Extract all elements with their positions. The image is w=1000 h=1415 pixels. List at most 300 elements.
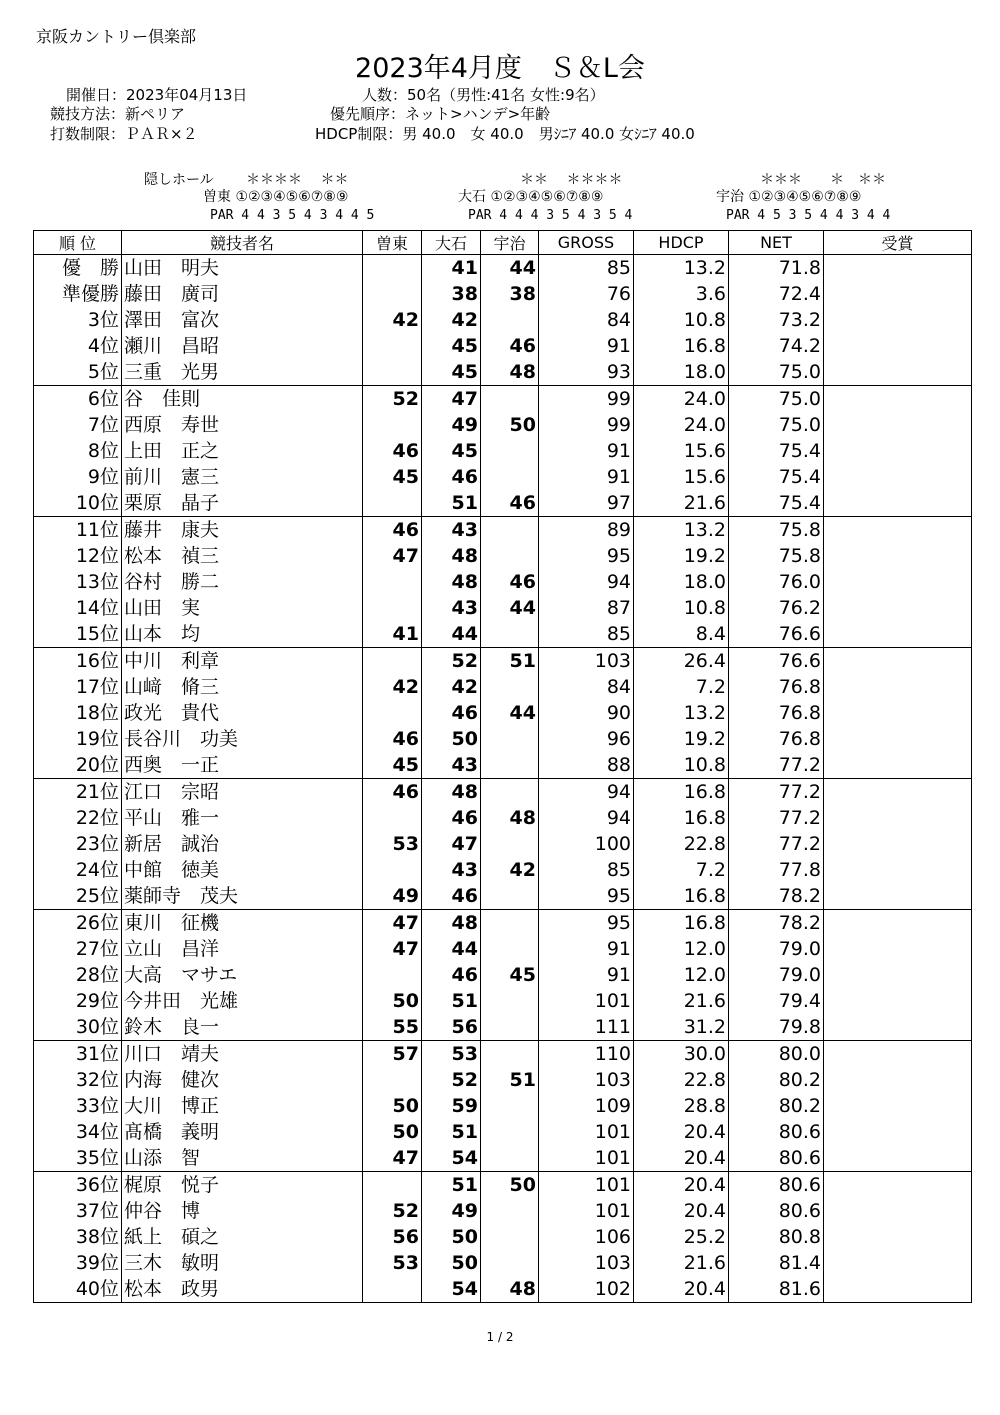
cell-uji	[481, 1198, 539, 1224]
cell-oishi: 46	[422, 464, 481, 490]
cell-hdcp: 19.2	[634, 726, 729, 752]
cell-hdcp: 28.8	[634, 1093, 729, 1119]
cell-net: 75.8	[729, 517, 824, 544]
cell-hdcp: 16.8	[634, 333, 729, 359]
cell-name: 内海 健次	[122, 1067, 363, 1093]
cell-gross: 101	[539, 1172, 634, 1199]
cell-net: 77.8	[729, 857, 824, 883]
cell-award	[824, 1041, 972, 1068]
cell-gross: 84	[539, 674, 634, 700]
cell-gross: 87	[539, 595, 634, 621]
cell-oishi: 49	[422, 412, 481, 438]
cell-hdcp: 26.4	[634, 648, 729, 675]
cell-hdcp: 19.2	[634, 543, 729, 569]
cell-hdcp: 13.2	[634, 700, 729, 726]
cell-name: 大高 マサエ	[122, 962, 363, 988]
cell-hdcp: 24.0	[634, 412, 729, 438]
cell-uji	[481, 1093, 539, 1119]
cell-name: 立山 昌洋	[122, 936, 363, 962]
cell-sotou: 55	[363, 1014, 422, 1041]
table-row	[34, 1198, 972, 1224]
header-net: NET	[729, 231, 824, 255]
cell-net: 76.2	[729, 595, 824, 621]
cell-gross: 85	[539, 255, 634, 282]
cell-net: 77.2	[729, 779, 824, 806]
cell-uji	[481, 726, 539, 752]
table-row	[34, 1276, 972, 1303]
cell-name: 三木 敏明	[122, 1250, 363, 1276]
cell-award	[824, 490, 972, 517]
cell-hdcp: 22.8	[634, 1067, 729, 1093]
cell-gross: 94	[539, 805, 634, 831]
table-row	[34, 1093, 972, 1119]
info-hdcp-label: HDCP制限：	[315, 125, 403, 143]
cell-uji: 51	[481, 648, 539, 675]
cell-oishi: 51	[422, 1172, 481, 1199]
cell-oishi: 45	[422, 359, 481, 386]
cell-net: 72.4	[729, 281, 824, 307]
info-method-label: 競技方法：	[50, 105, 126, 123]
cell-sotou: 50	[363, 1093, 422, 1119]
table-row	[34, 831, 972, 857]
cell-award	[824, 255, 972, 282]
cell-uji: 51	[481, 1067, 539, 1093]
cell-net: 80.6	[729, 1172, 824, 1199]
table-row	[34, 386, 972, 413]
cell-award	[824, 307, 972, 333]
cell-oishi: 56	[422, 1014, 481, 1041]
cell-gross: 101	[539, 988, 634, 1014]
course-uji-hole-numbers: ①②③④⑤⑥⑦⑧⑨	[748, 189, 862, 205]
cell-sotou: 47	[363, 1145, 422, 1172]
cell-award	[824, 1276, 972, 1303]
cell-oishi: 41	[422, 255, 481, 282]
header-sotou: 曽東	[363, 231, 422, 255]
cell-sotou: 52	[363, 1198, 422, 1224]
cell-oishi: 51	[422, 988, 481, 1014]
header-award: 受賞	[824, 231, 972, 255]
cell-net: 77.2	[729, 752, 824, 779]
cell-oishi: 46	[422, 883, 481, 910]
cell-sotou	[363, 255, 422, 282]
cell-net: 76.8	[729, 674, 824, 700]
cell-uji: 48	[481, 805, 539, 831]
cell-award	[824, 464, 972, 490]
cell-hdcp: 7.2	[634, 857, 729, 883]
cell-uji: 45	[481, 962, 539, 988]
cell-oishi: 47	[422, 386, 481, 413]
cell-hdcp: 21.6	[634, 1250, 729, 1276]
cell-rank: 23位	[34, 831, 122, 857]
cell-name: 藤田 廣司	[122, 281, 363, 307]
cell-rank: 21位	[34, 779, 122, 806]
cell-sotou	[363, 412, 422, 438]
cell-sotou: 46	[363, 438, 422, 464]
cell-net: 80.6	[729, 1145, 824, 1172]
cell-hdcp: 16.8	[634, 805, 729, 831]
cell-hdcp: 20.4	[634, 1198, 729, 1224]
cell-name: 長谷川 功美	[122, 726, 363, 752]
table-row	[34, 1172, 972, 1199]
table-header-row	[34, 231, 972, 255]
table-row	[34, 752, 972, 779]
cell-rank: 3位	[34, 307, 122, 333]
cell-award	[824, 1145, 972, 1172]
cell-name: 江口 宗昭	[122, 779, 363, 806]
cell-gross: 106	[539, 1224, 634, 1250]
cell-oishi: 52	[422, 1067, 481, 1093]
cell-rank: 24位	[34, 857, 122, 883]
table-row	[34, 412, 972, 438]
cell-net: 75.0	[729, 412, 824, 438]
header-oishi: 大石	[422, 231, 481, 255]
cell-rank: 37位	[34, 1198, 122, 1224]
cell-award	[824, 595, 972, 621]
cell-award	[824, 831, 972, 857]
table-row	[34, 1250, 972, 1276]
cell-rank: 16位	[34, 648, 122, 675]
cell-oishi: 50	[422, 1250, 481, 1276]
table-row	[34, 700, 972, 726]
cell-award	[824, 621, 972, 648]
cell-name: 中川 利章	[122, 648, 363, 675]
course-oishi-name: 大石	[458, 189, 486, 205]
cell-sotou	[363, 490, 422, 517]
cell-rank: 6位	[34, 386, 122, 413]
cell-name: 上田 正之	[122, 438, 363, 464]
cell-hdcp: 24.0	[634, 386, 729, 413]
cell-award	[824, 700, 972, 726]
cell-gross: 84	[539, 307, 634, 333]
cell-name: 政光 貴代	[122, 700, 363, 726]
cell-name: 松本 政男	[122, 1276, 363, 1303]
course-sotou-hole-numbers: ①②③④⑤⑥⑦⑧⑨	[235, 189, 349, 205]
cell-rank: 30位	[34, 1014, 122, 1041]
course-sotou-par: PAR 4 4 3 5 4 3 4 4 5	[210, 208, 375, 223]
cell-sotou	[363, 648, 422, 675]
cell-sotou	[363, 1067, 422, 1093]
info-date	[66, 86, 247, 105]
table-row	[34, 726, 972, 752]
cell-oishi: 48	[422, 543, 481, 569]
cell-name: 中館 徳美	[122, 857, 363, 883]
cell-rank: 20位	[34, 752, 122, 779]
cell-oishi: 42	[422, 307, 481, 333]
cell-oishi: 44	[422, 936, 481, 962]
cell-net: 80.2	[729, 1067, 824, 1093]
cell-rank: 5位	[34, 359, 122, 386]
course-uji-holes	[716, 189, 861, 206]
cell-name: 梶原 悦子	[122, 1172, 363, 1199]
cell-sotou: 50	[363, 988, 422, 1014]
cell-oishi: 42	[422, 674, 481, 700]
cell-rank: 10位	[34, 490, 122, 517]
cell-sotou	[363, 1276, 422, 1303]
cell-sotou	[363, 595, 422, 621]
cell-sotou	[363, 700, 422, 726]
info-priority-label: 優先順序：	[330, 105, 406, 123]
cell-rank: 18位	[34, 700, 122, 726]
cell-rank: 14位	[34, 595, 122, 621]
cell-gross: 96	[539, 726, 634, 752]
cell-sotou: 53	[363, 1250, 422, 1276]
cell-sotou: 42	[363, 674, 422, 700]
cell-award	[824, 1198, 972, 1224]
cell-net: 76.8	[729, 726, 824, 752]
cell-gross: 101	[539, 1145, 634, 1172]
course-oishi-par: PAR 4 4 4 3 5 4 3 5 4	[468, 208, 633, 223]
cell-oishi: 59	[422, 1093, 481, 1119]
cell-award	[824, 726, 972, 752]
cell-gross: 88	[539, 752, 634, 779]
cell-net: 80.6	[729, 1119, 824, 1145]
cell-sotou: 45	[363, 752, 422, 779]
cell-award	[824, 805, 972, 831]
cell-hdcp: 20.4	[634, 1172, 729, 1199]
cell-hdcp: 10.8	[634, 307, 729, 333]
course-oishi-stars: ＊＊ ＊＊＊＊	[520, 172, 623, 188]
table-row	[34, 1041, 972, 1068]
cell-uji: 50	[481, 412, 539, 438]
cell-rank: 26位	[34, 910, 122, 937]
cell-hdcp: 8.4	[634, 621, 729, 648]
cell-name: 谷 佳則	[122, 386, 363, 413]
cell-award	[824, 438, 972, 464]
cell-gross: 111	[539, 1014, 634, 1041]
cell-oishi: 51	[422, 490, 481, 517]
cell-uji: 46	[481, 569, 539, 595]
cell-oishi: 54	[422, 1145, 481, 1172]
info-count-label: 人数：	[362, 86, 408, 104]
cell-uji: 44	[481, 700, 539, 726]
cell-rank: 優 勝	[34, 255, 122, 282]
cell-sotou: 52	[363, 386, 422, 413]
cell-gross: 103	[539, 1067, 634, 1093]
cell-uji	[481, 543, 539, 569]
cell-rank: 9位	[34, 464, 122, 490]
cell-sotou: 50	[363, 1119, 422, 1145]
cell-rank: 33位	[34, 1093, 122, 1119]
cell-gross: 100	[539, 831, 634, 857]
course-uji-par: PAR 4 5 3 5 4 4 3 4 4	[726, 208, 891, 223]
info-date-value: 2023年04月13日	[126, 86, 248, 104]
cell-gross: 99	[539, 386, 634, 413]
cell-uji	[481, 1041, 539, 1068]
cell-gross: 102	[539, 1276, 634, 1303]
cell-hdcp: 18.0	[634, 569, 729, 595]
header-gross: GROSS	[539, 231, 634, 255]
cell-gross: 110	[539, 1041, 634, 1068]
cell-sotou: 47	[363, 543, 422, 569]
table-row	[34, 674, 972, 700]
cell-oishi: 52	[422, 648, 481, 675]
cell-oishi: 48	[422, 910, 481, 937]
cell-rank: 4位	[34, 333, 122, 359]
cell-name: 平山 雅一	[122, 805, 363, 831]
cell-gross: 91	[539, 936, 634, 962]
cell-name: 栗原 晶子	[122, 490, 363, 517]
cell-oishi: 47	[422, 831, 481, 857]
cell-gross: 90	[539, 700, 634, 726]
table-row	[34, 255, 972, 282]
cell-hdcp: 7.2	[634, 674, 729, 700]
cell-uji	[481, 831, 539, 857]
cell-sotou	[363, 1172, 422, 1199]
table-row	[34, 595, 972, 621]
cell-gross: 93	[539, 359, 634, 386]
cell-sotou: 46	[363, 726, 422, 752]
cell-name: 山﨑 脩三	[122, 674, 363, 700]
table-row	[34, 805, 972, 831]
cell-award	[824, 962, 972, 988]
cell-sotou: 47	[363, 910, 422, 937]
cell-award	[824, 857, 972, 883]
table-row	[34, 281, 972, 307]
table-row	[34, 569, 972, 595]
info-priority-value: ネット>ハンデ>年齢	[405, 105, 551, 123]
cell-award	[824, 281, 972, 307]
table-row	[34, 648, 972, 675]
cell-rank: 32位	[34, 1067, 122, 1093]
info-count-value: 50名（男性:41名 女性:9名）	[407, 86, 605, 104]
cell-rank: 35位	[34, 1145, 122, 1172]
cell-net: 79.0	[729, 936, 824, 962]
table-row	[34, 936, 972, 962]
cell-uji: 46	[481, 333, 539, 359]
cell-oishi: 46	[422, 700, 481, 726]
cell-award	[824, 988, 972, 1014]
cell-award	[824, 936, 972, 962]
cell-rank: 25位	[34, 883, 122, 910]
cell-hdcp: 13.2	[634, 517, 729, 544]
cell-name: 仲谷 博	[122, 1198, 363, 1224]
cell-net: 80.2	[729, 1093, 824, 1119]
cell-hdcp: 16.8	[634, 779, 729, 806]
cell-award	[824, 1250, 972, 1276]
cell-sotou: 57	[363, 1041, 422, 1068]
cell-name: 新居 誠治	[122, 831, 363, 857]
cell-gross: 94	[539, 779, 634, 806]
cell-award	[824, 910, 972, 937]
cell-name: 鈴木 良一	[122, 1014, 363, 1041]
cell-award	[824, 333, 972, 359]
cell-net: 81.4	[729, 1250, 824, 1276]
cell-sotou: 46	[363, 779, 422, 806]
cell-hdcp: 15.6	[634, 464, 729, 490]
cell-rank: 34位	[34, 1119, 122, 1145]
cell-rank: 29位	[34, 988, 122, 1014]
table-row	[34, 910, 972, 937]
course-sotou-holes	[203, 189, 348, 206]
cell-hdcp: 20.4	[634, 1276, 729, 1303]
cell-uji	[481, 307, 539, 333]
cell-oishi: 50	[422, 1224, 481, 1250]
cell-award	[824, 1119, 972, 1145]
hidden-holes-label: 隠しホール	[144, 172, 214, 188]
cell-gross: 95	[539, 910, 634, 937]
table-row	[34, 438, 972, 464]
info-method-value: 新ペリア	[125, 105, 186, 123]
cell-net: 75.8	[729, 543, 824, 569]
cell-uji	[481, 883, 539, 910]
header-name: 競技者名	[122, 231, 363, 255]
cell-net: 75.0	[729, 386, 824, 413]
cell-uji: 48	[481, 1276, 539, 1303]
cell-rank: 31位	[34, 1041, 122, 1068]
cell-rank: 準優勝	[34, 281, 122, 307]
cell-hdcp: 13.2	[634, 255, 729, 282]
cell-rank: 36位	[34, 1172, 122, 1199]
cell-sotou: 46	[363, 517, 422, 544]
cell-net: 76.8	[729, 700, 824, 726]
cell-sotou: 53	[363, 831, 422, 857]
cell-award	[824, 1172, 972, 1199]
cell-hdcp: 12.0	[634, 962, 729, 988]
table-row	[34, 857, 972, 883]
info-date-label: 開催日：	[66, 86, 127, 104]
cell-hdcp: 10.8	[634, 595, 729, 621]
cell-hdcp: 18.0	[634, 359, 729, 386]
cell-net: 75.4	[729, 464, 824, 490]
cell-name: 山本 均	[122, 621, 363, 648]
table-row	[34, 333, 972, 359]
table-row	[34, 1014, 972, 1041]
course-oishi-holes	[458, 189, 603, 206]
cell-net: 81.6	[729, 1276, 824, 1303]
cell-hdcp: 16.8	[634, 910, 729, 937]
cell-gross: 85	[539, 857, 634, 883]
table-row	[34, 1119, 972, 1145]
header-rank: 順 位	[34, 231, 122, 255]
cell-name: 紙上 碩之	[122, 1224, 363, 1250]
cell-name: 澤田 富次	[122, 307, 363, 333]
cell-hdcp: 21.6	[634, 490, 729, 517]
cell-sotou: 45	[363, 464, 422, 490]
cell-net: 79.0	[729, 962, 824, 988]
cell-rank: 39位	[34, 1250, 122, 1276]
cell-oishi: 38	[422, 281, 481, 307]
info-limit	[50, 125, 198, 144]
cell-sotou: 41	[363, 621, 422, 648]
cell-gross: 109	[539, 1093, 634, 1119]
table-row	[34, 464, 972, 490]
cell-award	[824, 569, 972, 595]
cell-award	[824, 1224, 972, 1250]
cell-rank: 38位	[34, 1224, 122, 1250]
cell-name: 谷村 勝二	[122, 569, 363, 595]
cell-oishi: 45	[422, 438, 481, 464]
table-row	[34, 307, 972, 333]
cell-oishi: 43	[422, 595, 481, 621]
cell-rank: 27位	[34, 936, 122, 962]
cell-uji	[481, 1145, 539, 1172]
cell-name: 三重 光男	[122, 359, 363, 386]
cell-oishi: 43	[422, 752, 481, 779]
results-table	[33, 230, 972, 1303]
cell-net: 80.0	[729, 1041, 824, 1068]
cell-rank: 8位	[34, 438, 122, 464]
cell-hdcp: 30.0	[634, 1041, 729, 1068]
cell-uji	[481, 464, 539, 490]
cell-name: 東川 征機	[122, 910, 363, 937]
table-row	[34, 490, 972, 517]
cell-rank: 40位	[34, 1276, 122, 1303]
cell-uji	[481, 1250, 539, 1276]
cell-name: 山田 明夫	[122, 255, 363, 282]
course-oishi-hole-numbers: ①②③④⑤⑥⑦⑧⑨	[490, 189, 604, 205]
cell-award	[824, 386, 972, 413]
cell-oishi: 54	[422, 1276, 481, 1303]
